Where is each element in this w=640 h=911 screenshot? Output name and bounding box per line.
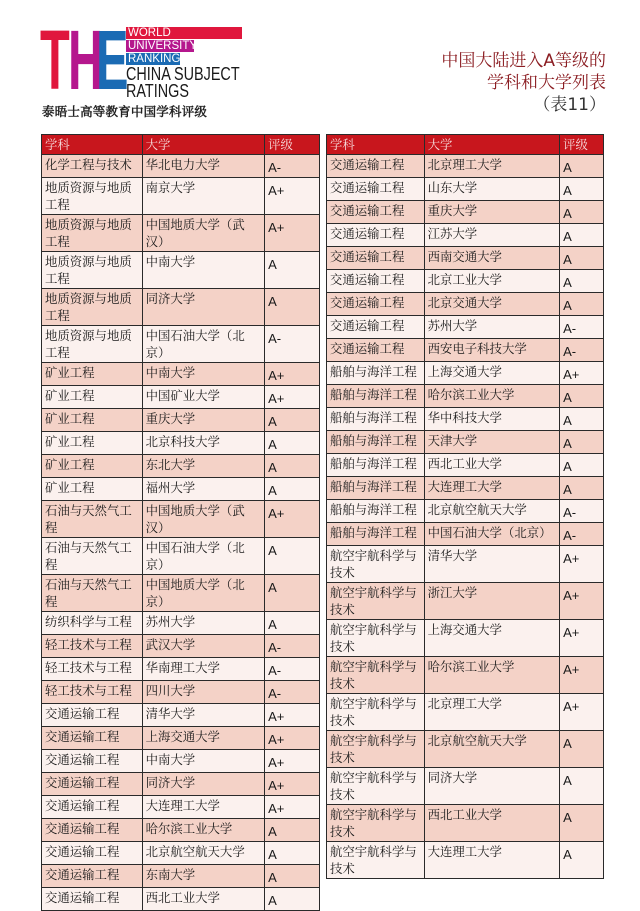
table-row [42, 178, 320, 215]
university-cell: 中国石油大学（北京） [142, 538, 265, 575]
university-cell: 华北电力大学 [142, 155, 265, 178]
table-row [42, 819, 320, 842]
subject-cell: 航空宇航科学与技术 [327, 731, 425, 768]
university-cell: 中国地质大学（武汉） [142, 215, 265, 252]
university-cell: 北京航空航天大学 [424, 500, 559, 523]
table-row [327, 155, 604, 178]
university-cell: 北京工业大学 [424, 270, 559, 293]
subject-cell: 地质资源与地质工程 [42, 178, 143, 215]
university-cell: 清华大学 [142, 704, 265, 727]
left-ratings-table [41, 134, 320, 911]
table-row [42, 658, 320, 681]
table-row [327, 362, 604, 385]
subject-cell: 矿业工程 [42, 478, 143, 501]
university-cell: 西北工业大学 [424, 805, 559, 842]
university-cell: 福州大学 [142, 478, 265, 501]
grade-cell: A [560, 454, 604, 477]
grade-cell: A [265, 252, 320, 289]
subject-cell: 地质资源与地质工程 [42, 252, 143, 289]
table-row [42, 432, 320, 455]
university-cell: 西北工业大学 [424, 454, 559, 477]
header-grade: 评级 [560, 135, 604, 155]
table-row [327, 247, 604, 270]
university-cell: 中国石油大学（北京） [142, 326, 265, 363]
university-cell: 山东大学 [424, 178, 559, 201]
grade-cell: A+ [560, 546, 604, 583]
header-grade: 评级 [265, 135, 320, 155]
grade-cell: A [560, 385, 604, 408]
table-row [42, 842, 320, 865]
table-row [327, 270, 604, 293]
grade-cell: A [560, 805, 604, 842]
grade-cell: A [560, 768, 604, 805]
subject-cell: 轻工技术与工程 [42, 658, 143, 681]
title-line-2: 学科和大学列表 [487, 73, 606, 93]
table-row [327, 523, 604, 546]
table-row [42, 773, 320, 796]
grade-cell: A+ [265, 178, 320, 215]
subject-cell: 交通运输工程 [327, 224, 425, 247]
subject-cell: 航空宇航科学与技术 [327, 583, 425, 620]
university-cell: 苏州大学 [424, 316, 559, 339]
university-cell: 中国石油大学（北京） [424, 523, 559, 546]
subject-cell: 船舶与海洋工程 [327, 431, 425, 454]
grade-cell: A [265, 455, 320, 478]
grade-cell: A [265, 842, 320, 865]
table-row [327, 620, 604, 657]
university-cell: 西安电子科技大学 [424, 339, 559, 362]
university-cell: 上海交通大学 [424, 620, 559, 657]
subject-cell: 矿业工程 [42, 409, 143, 432]
table-row [327, 454, 604, 477]
subject-cell: 船舶与海洋工程 [327, 362, 425, 385]
subject-cell: 交通运输工程 [327, 339, 425, 362]
subject-cell: 矿业工程 [42, 432, 143, 455]
subject-cell: 航空宇航科学与技术 [327, 768, 425, 805]
table-header [42, 135, 320, 155]
subject-cell: 航空宇航科学与技术 [327, 842, 425, 879]
university-cell: 哈尔滨工业大学 [424, 385, 559, 408]
subject-cell: 航空宇航科学与技术 [327, 694, 425, 731]
subject-cell: 船舶与海洋工程 [327, 523, 425, 546]
grade-cell: A- [265, 326, 320, 363]
logo-letter-e: E [96, 13, 126, 107]
university-cell: 同济大学 [424, 768, 559, 805]
university-cell: 重庆大学 [424, 201, 559, 224]
subject-cell: 航空宇航科学与技术 [327, 805, 425, 842]
table-row [42, 252, 320, 289]
grade-cell: A+ [265, 704, 320, 727]
university-cell: 天津大学 [424, 431, 559, 454]
grade-cell: A+ [560, 583, 604, 620]
grade-cell: A+ [560, 694, 604, 731]
grade-cell: A- [265, 635, 320, 658]
grade-cell: A+ [265, 796, 320, 819]
subject-cell: 交通运输工程 [42, 750, 143, 773]
table-row [42, 455, 320, 478]
subject-cell: 地质资源与地质工程 [42, 326, 143, 363]
grade-cell: A+ [265, 773, 320, 796]
subject-cell: 矿业工程 [42, 386, 143, 409]
grade-cell: A- [560, 339, 604, 362]
grade-cell: A+ [265, 363, 320, 386]
grade-cell: A [265, 538, 320, 575]
table-row [327, 500, 604, 523]
table-row [327, 316, 604, 339]
university-cell: 中国矿业大学 [142, 386, 265, 409]
university-cell: 上海交通大学 [142, 727, 265, 750]
logo-bar-rankings: RANKINGS [128, 53, 189, 65]
logo-letter-t: T [40, 13, 67, 107]
grade-cell: A- [560, 523, 604, 546]
subject-cell: 交通运输工程 [42, 842, 143, 865]
university-cell: 大连理工大学 [424, 842, 559, 879]
university-cell: 同济大学 [142, 773, 265, 796]
subject-cell: 交通运输工程 [42, 796, 143, 819]
grade-cell: A [560, 247, 604, 270]
university-cell: 大连理工大学 [424, 477, 559, 500]
subject-cell: 航空宇航科学与技术 [327, 657, 425, 694]
university-cell: 大连理工大学 [142, 796, 265, 819]
grade-cell: A- [560, 500, 604, 523]
grade-cell: A [265, 612, 320, 635]
table-row [42, 575, 320, 612]
table-row [327, 477, 604, 500]
subject-cell: 交通运输工程 [327, 247, 425, 270]
university-cell: 武汉大学 [142, 635, 265, 658]
university-cell: 北京交通大学 [424, 293, 559, 316]
title-line-3: （表11） [533, 95, 606, 115]
table-row [42, 289, 320, 326]
subject-cell: 石油与天然气工程 [42, 538, 143, 575]
subject-cell: 交通运输工程 [327, 270, 425, 293]
table-row [327, 842, 604, 879]
university-cell: 江苏大学 [424, 224, 559, 247]
subject-cell: 交通运输工程 [327, 201, 425, 224]
subject-cell: 交通运输工程 [327, 316, 425, 339]
subject-cell: 船舶与海洋工程 [327, 408, 425, 431]
grade-cell: A [560, 477, 604, 500]
grade-cell: A [560, 155, 604, 178]
header-university: 大学 [424, 135, 559, 155]
table-row [42, 704, 320, 727]
logo-bar-university: UNIVERSITY [128, 40, 198, 52]
grade-cell: A- [560, 316, 604, 339]
right-ratings-table [326, 134, 604, 879]
header-university: 大学 [142, 135, 265, 155]
grade-cell: A [560, 408, 604, 431]
subject-cell: 矿业工程 [42, 363, 143, 386]
grade-cell: A+ [560, 362, 604, 385]
logo-subtitle-cn: 泰晤士高等教育中国学科评级 [42, 104, 208, 119]
grade-cell: A [560, 731, 604, 768]
logo-china-subject: CHINA SUBJECT [126, 64, 240, 84]
university-cell: 清华大学 [424, 546, 559, 583]
university-cell: 北京科技大学 [142, 432, 265, 455]
grade-cell: A [560, 270, 604, 293]
table-row [42, 865, 320, 888]
grade-cell: A [265, 478, 320, 501]
grade-cell: A+ [265, 215, 320, 252]
table-row [327, 201, 604, 224]
table-row [42, 635, 320, 658]
grade-cell: A+ [265, 727, 320, 750]
grade-cell: A+ [560, 620, 604, 657]
table-row [327, 768, 604, 805]
table-row [42, 326, 320, 363]
table-row [327, 431, 604, 454]
table-row [327, 694, 604, 731]
subject-cell: 交通运输工程 [42, 865, 143, 888]
subject-cell: 交通运输工程 [327, 178, 425, 201]
subject-cell: 交通运输工程 [42, 819, 143, 842]
grade-cell: A- [265, 681, 320, 704]
grade-cell: A [560, 178, 604, 201]
page-title [441, 50, 606, 116]
university-cell: 华南理工大学 [142, 658, 265, 681]
university-cell: 哈尔滨工业大学 [424, 657, 559, 694]
university-cell: 中南大学 [142, 252, 265, 289]
table-row [42, 501, 320, 538]
university-cell: 东南大学 [142, 865, 265, 888]
university-cell: 同济大学 [142, 289, 265, 326]
table-row [42, 888, 320, 911]
subject-cell: 交通运输工程 [42, 704, 143, 727]
grade-cell: A [560, 431, 604, 454]
university-cell: 西南交通大学 [424, 247, 559, 270]
subject-cell: 轻工技术与工程 [42, 635, 143, 658]
subject-cell: 化学工程与技术 [42, 155, 143, 178]
university-cell: 苏州大学 [142, 612, 265, 635]
grade-cell: A [560, 293, 604, 316]
table-row [42, 409, 320, 432]
table-header [327, 135, 604, 155]
subject-cell: 船舶与海洋工程 [327, 454, 425, 477]
table-row [327, 408, 604, 431]
subject-cell: 交通运输工程 [327, 155, 425, 178]
subject-cell: 交通运输工程 [42, 773, 143, 796]
table-row [42, 363, 320, 386]
grade-cell: A [265, 409, 320, 432]
subject-cell: 纺织科学与工程 [42, 612, 143, 635]
university-cell: 东北大学 [142, 455, 265, 478]
table-row [327, 178, 604, 201]
subject-cell: 石油与天然气工程 [42, 575, 143, 612]
table-row [42, 681, 320, 704]
grade-cell: A+ [265, 386, 320, 409]
grade-cell: A [265, 432, 320, 455]
subject-cell: 交通运输工程 [42, 888, 143, 911]
logo-ratings: RATINGS [126, 81, 189, 101]
grade-cell: A+ [265, 750, 320, 773]
subject-cell: 石油与天然气工程 [42, 501, 143, 538]
university-cell: 西北工业大学 [142, 888, 265, 911]
university-cell: 北京理工大学 [424, 155, 559, 178]
university-cell: 上海交通大学 [424, 362, 559, 385]
subject-cell: 交通运输工程 [327, 293, 425, 316]
grade-cell: A [560, 224, 604, 247]
table-row [327, 731, 604, 768]
subject-cell: 交通运输工程 [42, 727, 143, 750]
table-row [42, 727, 320, 750]
university-cell: 北京理工大学 [424, 694, 559, 731]
grade-cell: A [560, 201, 604, 224]
subject-cell: 地质资源与地质工程 [42, 289, 143, 326]
subject-cell: 航空宇航科学与技术 [327, 620, 425, 657]
grade-cell: A+ [560, 657, 604, 694]
university-cell: 南京大学 [142, 178, 265, 215]
table-row [42, 796, 320, 819]
university-cell: 中南大学 [142, 363, 265, 386]
table-row [327, 657, 604, 694]
logo-bar-world: WORLD [126, 27, 242, 39]
table-row [327, 339, 604, 362]
university-cell: 浙江大学 [424, 583, 559, 620]
university-cell: 北京航空航天大学 [424, 731, 559, 768]
grade-cell: A [265, 575, 320, 612]
grade-cell: A [265, 865, 320, 888]
the-logo [40, 13, 240, 107]
university-cell: 中国地质大学（武汉） [142, 501, 265, 538]
table-row [42, 386, 320, 409]
grade-cell: A- [265, 155, 320, 178]
subject-cell: 船舶与海洋工程 [327, 385, 425, 408]
grade-cell: A [265, 819, 320, 842]
header-subject: 学科 [327, 135, 425, 155]
university-cell: 中国地质大学（北京） [142, 575, 265, 612]
table-row [42, 750, 320, 773]
subject-cell: 轻工技术与工程 [42, 681, 143, 704]
table-row [327, 293, 604, 316]
university-cell: 重庆大学 [142, 409, 265, 432]
university-cell: 华中科技大学 [424, 408, 559, 431]
table-row [42, 612, 320, 635]
table-row [327, 385, 604, 408]
table-row [42, 478, 320, 501]
table-row [42, 215, 320, 252]
grade-cell: A [560, 842, 604, 879]
table-row [327, 546, 604, 583]
subject-cell: 矿业工程 [42, 455, 143, 478]
header-subject: 学科 [42, 135, 143, 155]
university-cell: 中南大学 [142, 750, 265, 773]
logo-letter-h: H [68, 13, 100, 107]
table-row [42, 538, 320, 575]
grade-cell: A+ [265, 501, 320, 538]
table-row [327, 805, 604, 842]
grade-cell: A- [265, 658, 320, 681]
grade-cell: A [265, 289, 320, 326]
university-cell: 四川大学 [142, 681, 265, 704]
table-row [327, 583, 604, 620]
grade-cell: A [265, 888, 320, 911]
subject-cell: 船舶与海洋工程 [327, 500, 425, 523]
title-line-1: 中国大陆进入A等级的 [441, 51, 606, 71]
subject-cell: 船舶与海洋工程 [327, 477, 425, 500]
university-cell: 哈尔滨工业大学 [142, 819, 265, 842]
subject-cell: 地质资源与地质工程 [42, 215, 143, 252]
university-cell: 北京航空航天大学 [142, 842, 265, 865]
table-row [327, 224, 604, 247]
table-row [42, 155, 320, 178]
subject-cell: 航空宇航科学与技术 [327, 546, 425, 583]
